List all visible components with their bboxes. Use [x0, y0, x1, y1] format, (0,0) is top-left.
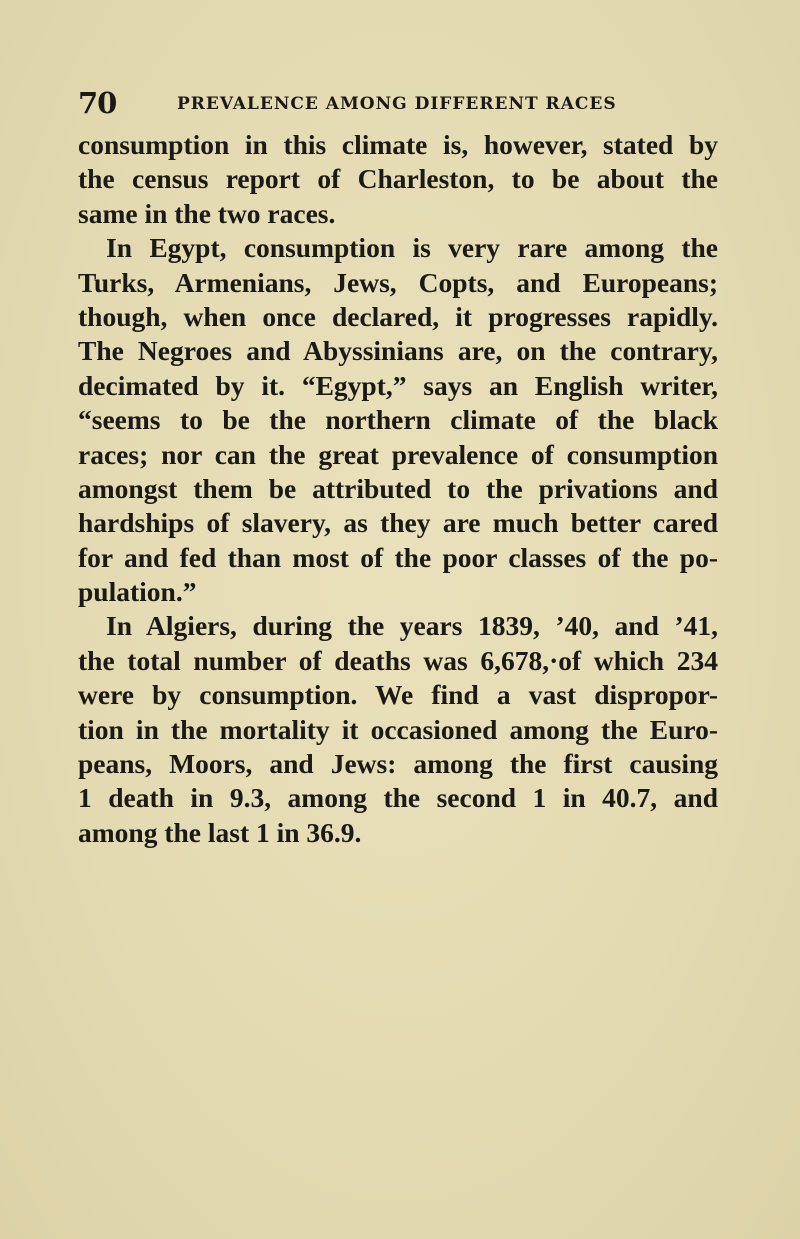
text-line: the total number of deaths was 6,678,·of which 234	[78, 644, 718, 676]
text-line: for and fed than most of the poor classes of the po-	[78, 541, 718, 573]
page-number: 70	[78, 86, 117, 120]
text-line: were by consumption. We find a vast dispropor-	[78, 679, 718, 711]
text-line: Turks, Armenians, Jews, Copts, and Europeans;	[78, 266, 718, 298]
text-line: tion in the mortality it occasioned among the Euro-	[78, 713, 718, 745]
running-head: PREVALENCE AMONG DIFFERENT RACES	[177, 94, 617, 114]
text-line: 1 death in 9.3, among the second 1 in 40.7, and	[78, 782, 718, 814]
text-line: among the last 1 in 36.9.	[78, 816, 362, 848]
text-line: “seems to be the northern climate of the black	[78, 404, 718, 436]
text-line: pulation.”	[78, 576, 197, 608]
text-line: the census report of Charleston, to be about the	[78, 163, 718, 195]
page-header	[78, 86, 718, 126]
text-line: races; nor can the great prevalence of consumption	[78, 438, 718, 470]
text-line: In Egypt, consumption is very rare among the	[106, 232, 718, 264]
text-line: decimated by it. “Egypt,” says an English writer,	[78, 369, 718, 401]
text-line: The Negroes and Abyssinians are, on the contrary,	[78, 335, 718, 367]
text-line: same in the two races.	[78, 197, 336, 229]
text-line: though, when once declared, it progresses rapidly.	[78, 300, 718, 332]
body-text	[78, 128, 718, 850]
text-line: hardships of slavery, as they are much better cared	[78, 507, 718, 539]
text-line: In Algiers, during the years 1839, ’40, and ’41,	[106, 610, 718, 642]
text-line: peans, Moors, and Jews: among the first causing	[78, 748, 718, 780]
text-line: consumption in this climate is, however, stated by	[78, 129, 718, 160]
text-line: amongst them be attributed to the privations and	[78, 472, 718, 504]
